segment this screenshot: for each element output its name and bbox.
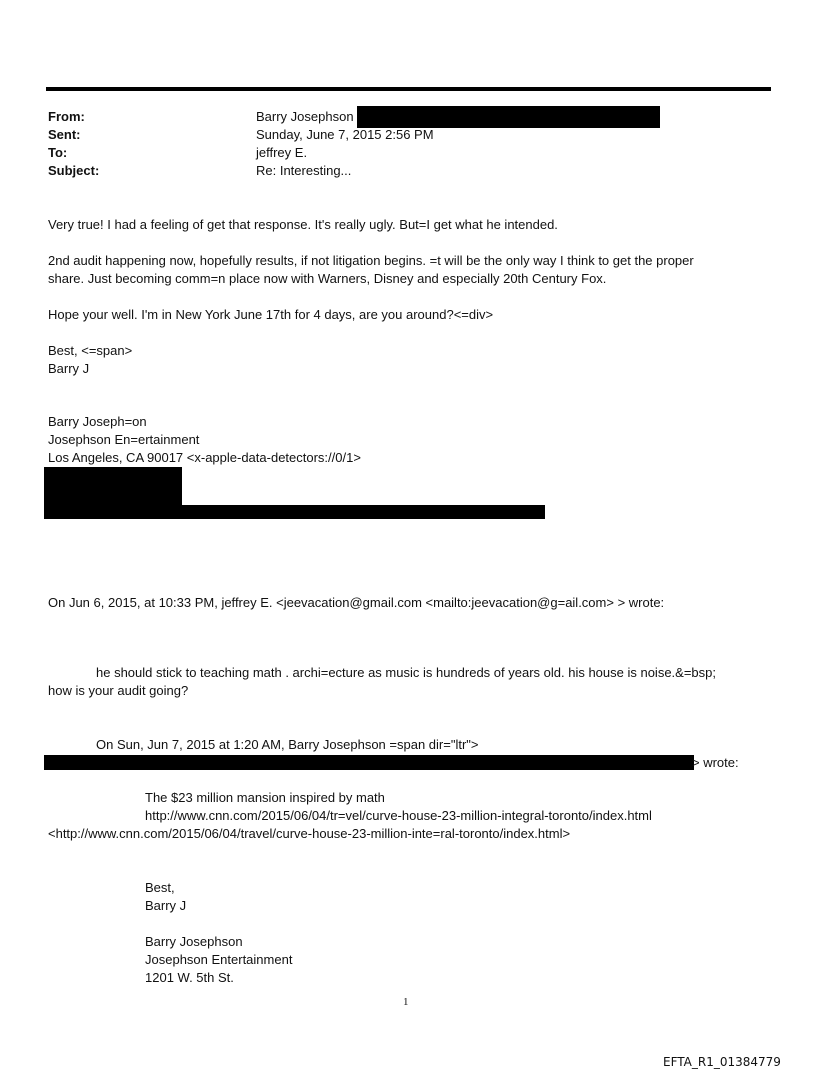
quote2-signature-name: Barry Josephson xyxy=(145,934,243,949)
to-value: jeffrey E. xyxy=(256,145,308,160)
sent-label: Sent: xyxy=(48,127,81,142)
body-paragraph-3: Hope your well. I'm in New York June 17th for 4 days, are you around?<=div> xyxy=(48,307,494,322)
signature-company: Josephson En=ertainment xyxy=(48,432,200,447)
quote2-url-2[interactable]: <http://www.cnn.com/2015/06/04/travel/curve-house-23-million-inte=ral-toronto/index.html> xyxy=(48,826,571,841)
quote1-intro: On Jun 6, 2015, at 10:33 PM, jeffrey E. <jeevacation@gmail.com <mailto:jeevacation@g=ail.com> > wrote: xyxy=(48,595,665,610)
page-number: 1 xyxy=(403,996,409,1008)
to-label: To: xyxy=(48,145,68,160)
sent-value: Sunday, June 7, 2015 2:56 PM xyxy=(256,127,434,142)
quote2-wrote: > wrote: xyxy=(692,755,739,770)
redaction-signature-block xyxy=(44,467,182,505)
quote2-url-1[interactable]: http://www.cnn.com/2015/06/04/tr=vel/curve-house-23-million-integral-toronto/index.html xyxy=(145,808,652,823)
quote2-signature-company: Josephson Entertainment xyxy=(145,952,293,967)
from-value: Barry Josephson xyxy=(256,109,354,124)
header-rule xyxy=(46,87,771,91)
redaction-quote2-email xyxy=(44,755,694,770)
subject-label: Subject: xyxy=(48,163,100,178)
quote1-line-1: he should stick to teaching math . archi=ecture as music is hundreds of years old. his house is noise.&=bsp; xyxy=(96,665,717,680)
body-paragraph-2-line-2: share. Just becoming comm=n place now with Warners, Disney and especially 20th Century Fox. xyxy=(48,271,607,286)
redaction-signature-line xyxy=(44,505,545,519)
quote2-intro: On Sun, Jun 7, 2015 at 1:20 AM, Barry Josephson =span dir="ltr"> xyxy=(96,737,479,752)
body-signoff-name: Barry J xyxy=(48,361,90,376)
document-id: EFTA_R1_01384779 xyxy=(663,1055,781,1069)
signature-name: Barry Joseph=on xyxy=(48,414,147,429)
body-signoff: Best, <=span> xyxy=(48,343,133,358)
body-paragraph-2-line-1: 2nd audit happening now, hopefully results, if not litigation begins. =t will be the only way I think to get the proper xyxy=(48,253,694,268)
body-paragraph-1: Very true! I had a feeling of get that response. It's really ugly. But=I get what he intended. xyxy=(48,217,558,232)
quote2-signoff-name: Barry J xyxy=(145,898,187,913)
quote1-line-2: how is your audit going? xyxy=(48,683,189,698)
quote2-signature-address: 1201 W. 5th St. xyxy=(145,970,234,985)
redaction-from-email xyxy=(357,106,660,128)
quote2-signoff: Best, xyxy=(145,880,175,895)
quote2-article-title: The $23 million mansion inspired by math xyxy=(145,790,385,805)
signature-address: Los Angeles, CA 90017 <x-apple-data-detectors://0/1> xyxy=(48,450,361,465)
from-label: From: xyxy=(48,109,85,124)
subject-value: Re: Interesting... xyxy=(256,163,352,178)
